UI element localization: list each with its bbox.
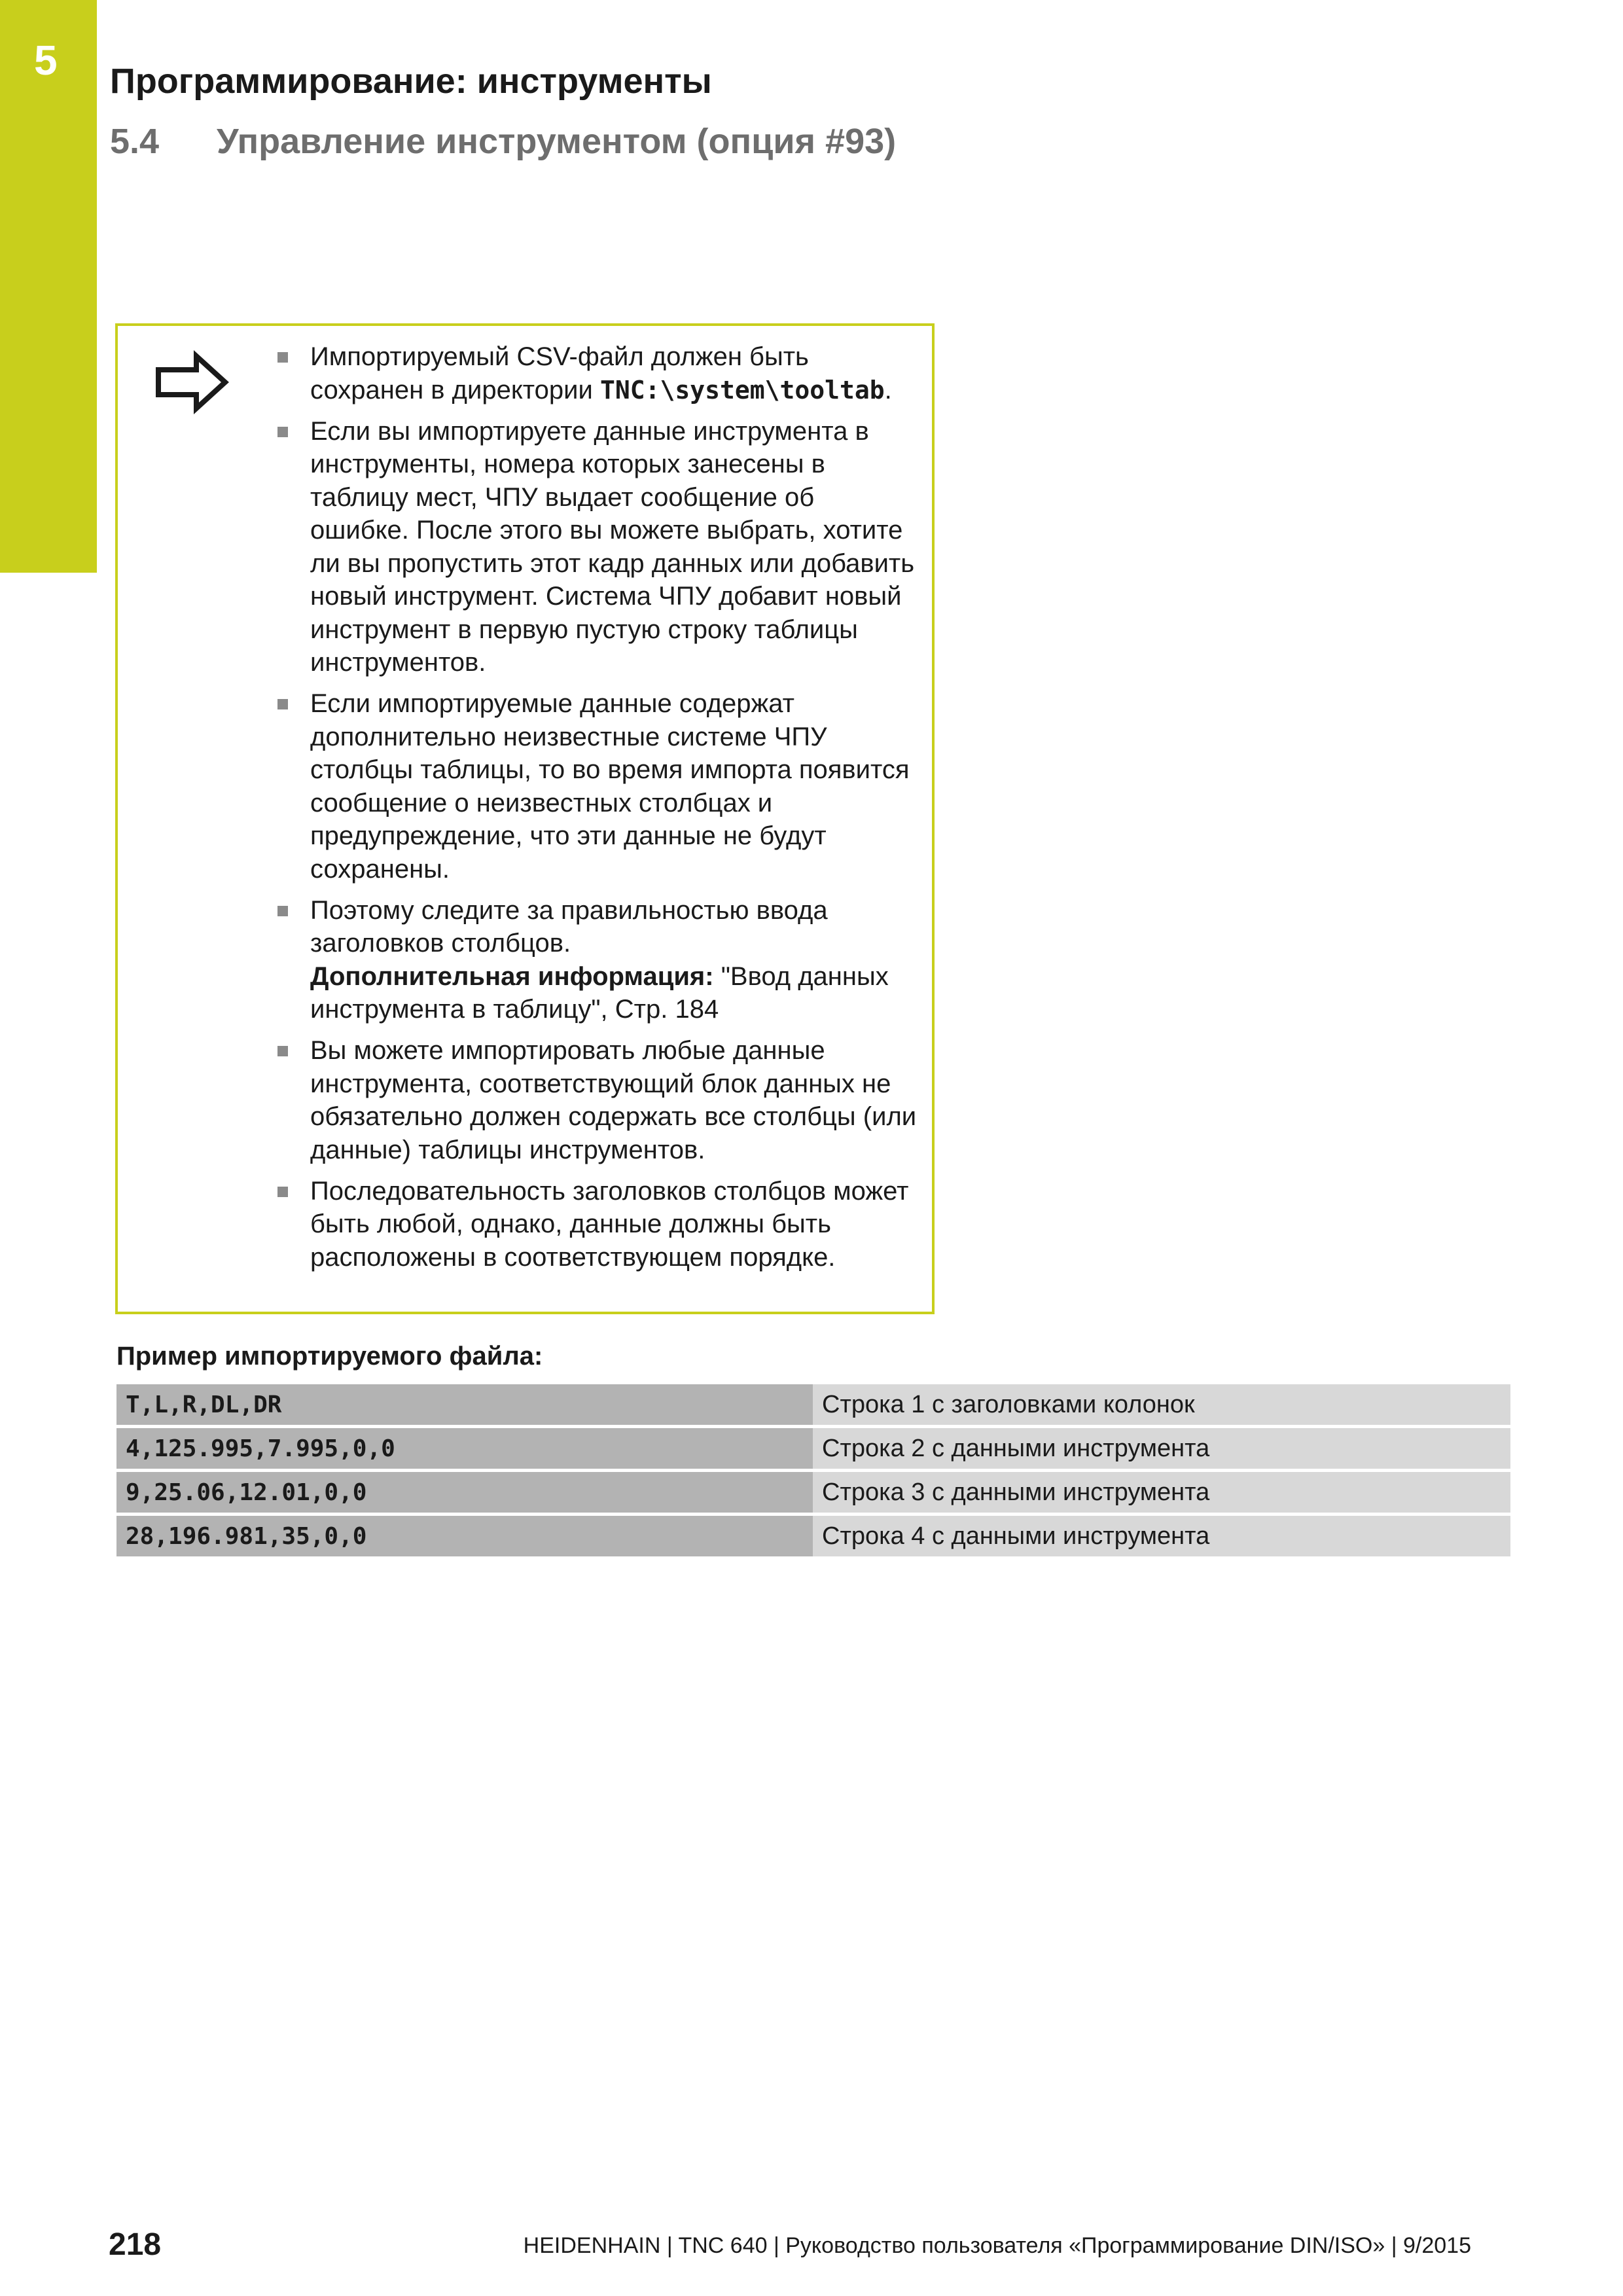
note-item: Если импортируемые данные содержат дополнительно неизвестные системе ЧПУ столбцы таблицы, то во время импорта появится сообщение о неизвестных столбцах и предупреждение, что эти данные не будут сохранены. <box>277 687 919 886</box>
csv-description-cell: Строка 4 с данными инструмента <box>813 1516 1510 1556</box>
note-box <box>115 323 935 1314</box>
note-item: Последовательность заголовков столбцов может быть любой, однако, данные должны быть расположены в соответствующем порядке. <box>277 1175 919 1274</box>
csv-description-cell: Строка 2 с данными инструмента <box>813 1428 1510 1469</box>
note-item: Импортируемый CSV-файл должен быть сохранен в директории TNC:\system\tooltab. <box>277 340 919 406</box>
csv-code-cell: 28,196.981,35,0,0 <box>116 1516 813 1556</box>
right-arrow-icon <box>152 350 233 415</box>
csv-description-cell: Строка 1 с заголовками колонок <box>813 1384 1510 1425</box>
note-item: Если вы импортируете данные инструмента в инструменты, номера которых занесены в таблицу мест, ЧПУ выдает сообщение об ошибке. После этого вы можете выбрать, хотите ли вы пропустить этот кадр данных или добавить новый инструмент. Система ЧПУ добавит новый инструмент в первую пустую строку таблицы инструментов. <box>277 415 919 679</box>
csv-description-cell: Строка 3 с данными инструмента <box>813 1472 1510 1513</box>
table-row <box>116 1472 1510 1513</box>
footer-text: HEIDENHAIN | TNC 640 | Руководство пользователя «Программирование DIN/ISO» | 9/2015 <box>523 2233 1471 2258</box>
note-item: Вы можете импортировать любые данные инструмента, соответствующий блок данных не обязательно должен содержать все столбцы (или данные) таблицы инструментов. <box>277 1034 919 1166</box>
chapter-tab <box>0 0 97 573</box>
cross-reference-link[interactable]: "Ввод данных инструмента в таблицу", Стр. 184 <box>310 961 889 1024</box>
chapter-number: 5 <box>34 37 58 84</box>
csv-example-table <box>116 1381 1510 1560</box>
example-title: Пример импортируемого файла: <box>116 1342 543 1371</box>
section-heading <box>110 120 896 163</box>
csv-code-cell: T,L,R,DL,DR <box>116 1384 813 1425</box>
csv-code-cell: 4,125.995,7.995,0,0 <box>116 1428 813 1469</box>
table-row <box>116 1384 1510 1425</box>
section-number: 5.4 <box>110 122 160 161</box>
csv-code-cell: 9,25.06,12.01,0,0 <box>116 1472 813 1513</box>
note-item: Поэтому следите за правильностью ввода заголовков столбцов. Дополнительная информация: "Ввод данных инструмента в таблицу", Стр. 184 <box>277 894 919 1026</box>
table-row <box>116 1516 1510 1556</box>
directory-path: TNC:\system\tooltab <box>599 375 885 404</box>
section-title: Управление инструментом (опция #93) <box>217 122 897 161</box>
table-row <box>116 1428 1510 1469</box>
page-number: 218 <box>109 2227 162 2262</box>
note-list <box>277 340 919 1282</box>
chapter-title: Программирование: инструменты <box>110 62 712 101</box>
more-info-label: Дополнительная информация: <box>310 961 714 991</box>
